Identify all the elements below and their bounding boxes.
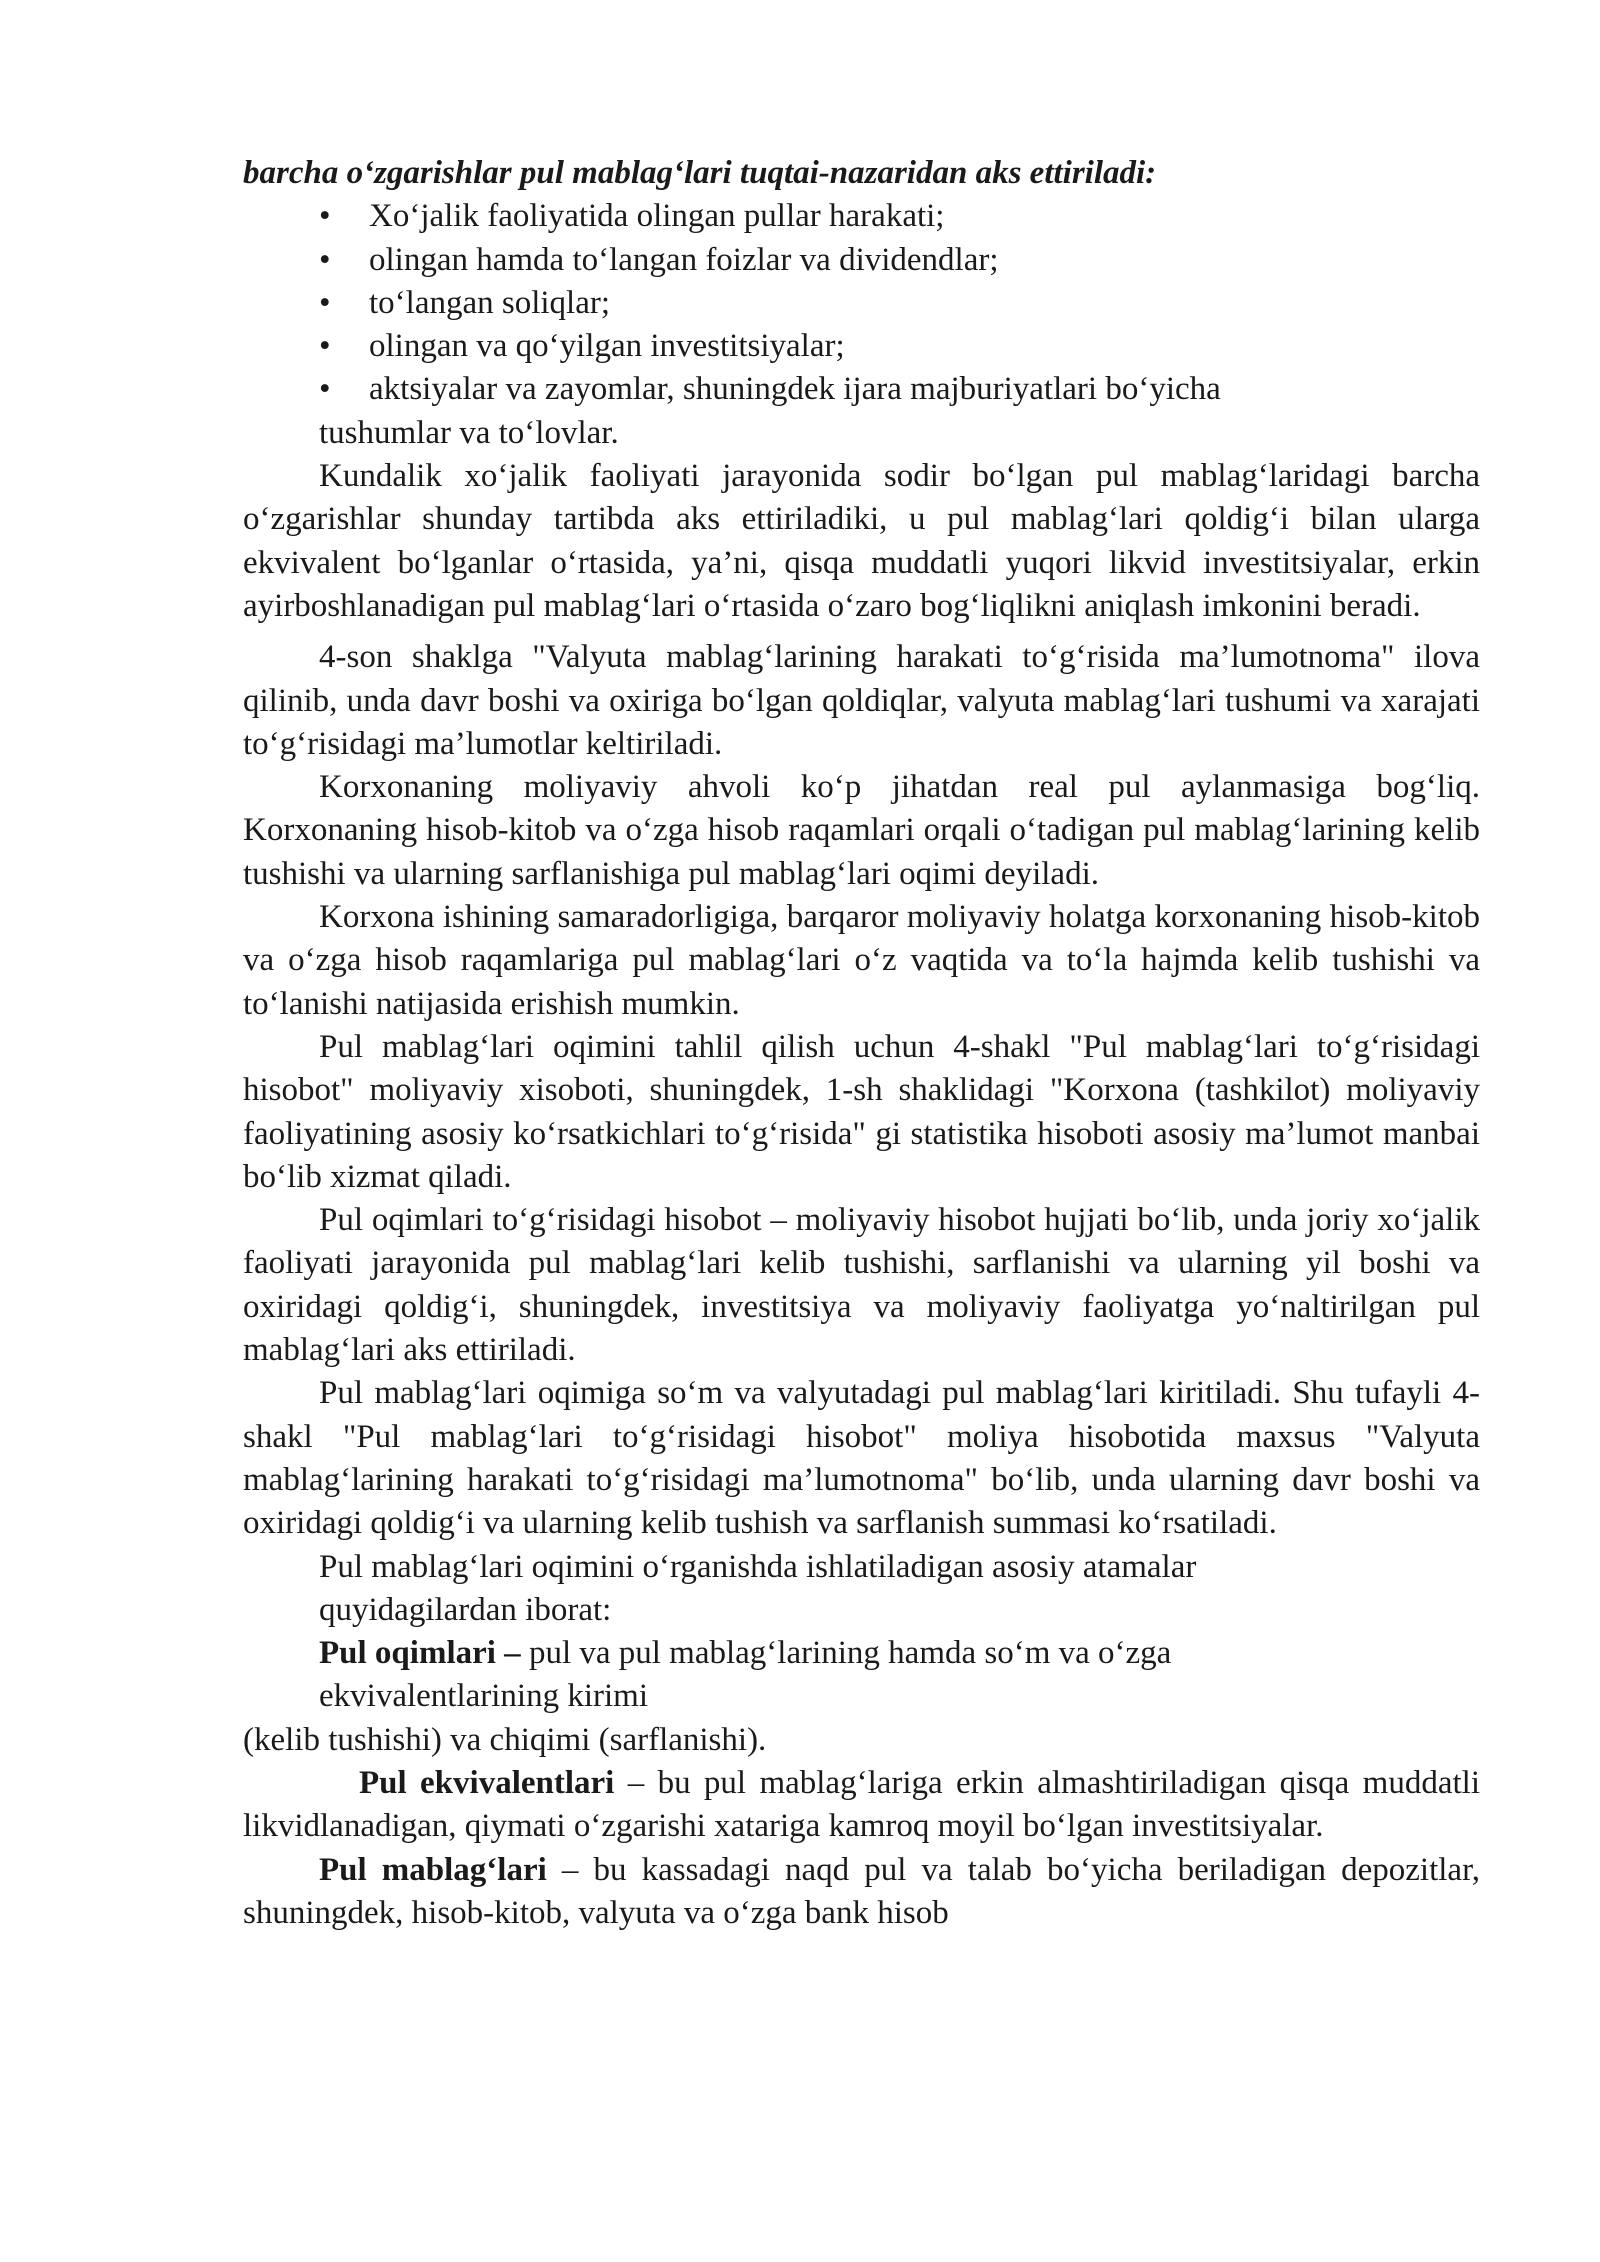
definition-text: – bu pul mablag‘lariga erkin almashtiriladigan qisqa muddatli likvidlanadigan, qiymati o‘zgarishi xatariga kamroq moyil bo‘lgan investitsiyalar. bbox=[243, 1764, 1480, 1845]
paragraph: Pul mablag‘lari oqimini tahlil qilish uchun 4-shakl "Pul mablag‘lari to‘g‘risidagi hisobot" moliyaviy xisoboti, shuningdek, 1-sh shaklidagi "Korxona (tashkilot) moliyaviy faoliyatining asosiy ko‘rsatkichlari to‘g‘risida" gi statistika hisoboti asosiy ma’lumot manbai bo‘lib xizmat qiladi. bbox=[243, 1028, 1480, 1195]
bullet-icon: • bbox=[319, 198, 331, 235]
list-item-text: Xo‘jalik faoliyatida olingan pullar harakati; bbox=[369, 198, 945, 235]
list-item-text: to‘langan soliqlar; bbox=[369, 284, 611, 321]
document-page bbox=[243, 152, 1480, 1935]
paragraph-line: Pul mablag‘lari oqimini o‘rganishda ishlatiladigan asosiy atamalar bbox=[319, 1548, 1197, 1585]
paragraph: 4-son shaklga "Valyuta mablag‘larining harakati to‘g‘risida ma’lumotnoma" ilova qilinib, unda davr boshi va oxiriga bo‘lgan qoldiqlar, valyuta mablag‘lari tushumi va xarajati to‘g‘risidagi ma’lumotlar keltiriladi. bbox=[243, 639, 1480, 762]
definition-text: pul va pul mablag‘larining hamda so‘m va o‘zga bbox=[520, 1635, 1172, 1672]
bullet-icon: • bbox=[319, 371, 331, 408]
paragraph: Pul oqimlari to‘g‘risidagi hisobot – moliyaviy hisobot hujjati bo‘lib, unda joriy xo‘jalik faoliyati jarayonida pul mablag‘lari kelib tushishi, sarflanishi va ularning yil boshi va oxiridagi qoldig‘i, shuningdek, investitsiya va moliyaviy faoliyatga yo‘naltirilgan pul mablag‘lari aks ettiriladi. bbox=[243, 1202, 1480, 1369]
paragraph: Korxona ishining samaradorligiga, barqaror moliyaviy holatga korxonaning hisob-kitob va o‘zga hisob raqamlariga pul mablag‘lari o‘z vaqtida va to‘la hajmda kelib tushishi va to‘lanishi natijasida erishish mumkin. bbox=[243, 899, 1480, 1022]
list-item bbox=[319, 282, 1480, 325]
list-item bbox=[319, 325, 1480, 368]
list-item bbox=[319, 239, 1480, 282]
paragraph bbox=[243, 1546, 1480, 1633]
paragraph: Pul mablag‘lari oqimiga so‘m va valyutadagi pul mablag‘lari kiritiladi. Shu tufayli 4-shakl "Pul mablag‘lari to‘g‘risidagi hisobot" moliya hisobotida maxsus "Valyuta mablag‘larining harakati to‘g‘risidagi ma’lumotnoma" bo‘lib, unda ularning davr boshi va oxiridagi qoldig‘i va ularning kelib tushish va sarflanish summasi ko‘rsatiladi. bbox=[243, 1375, 1480, 1542]
bullet-icon: • bbox=[319, 284, 331, 321]
list-item bbox=[319, 195, 1480, 238]
definition-line: (kelib tushishi) va chiqimi (sarflanishi). bbox=[243, 1721, 767, 1758]
bullet-icon: • bbox=[319, 328, 331, 365]
list-item-text: olingan va qo‘yilgan investitsiyalar; bbox=[369, 328, 845, 365]
definition-term: Pul mablag‘lari bbox=[319, 1851, 547, 1888]
definition-pul-ekvivalentlari bbox=[243, 1762, 1480, 1849]
definition-pul-mablaglari bbox=[243, 1849, 1480, 1936]
definition-pul-oqimlari bbox=[243, 1632, 1480, 1719]
definition-term: Pul oqimlari – bbox=[319, 1635, 521, 1672]
list-item bbox=[319, 368, 1480, 411]
paragraph: Kundalik xo‘jalik faoliyati jarayonida sodir bo‘lgan pul mablag‘laridagi barcha o‘zgarishlar shunday tartibda aks ettiriladiki, u pul mablag‘lari qoldig‘i bilan ularga ekvivalent bo‘lganlar o‘rtasida, ya’ni, qisqa muddatli yuqori likvid investitsiyalar, erkin ayirboshlanadigan pul mablag‘lari o‘rtasida o‘zaro bog‘liqlikni aniqlash imkonini beradi. bbox=[243, 458, 1480, 624]
paragraph: Korxonaning moliyaviy ahvoli ko‘p jihatdan real pul aylanmasiga bog‘liq. Korxonaning hisob-kitob va o‘zga hisob raqamlari orqali o‘tadigan pul mablag‘larining kelib tushishi va ularning sarflanishiga pul mablag‘lari oqimi deyiladi. bbox=[243, 769, 1480, 892]
definition-line: ekvivalentlarining kirimi bbox=[319, 1678, 649, 1715]
bullet-continuation: tushumlar va to‘lovlar. bbox=[319, 414, 619, 451]
list-item-text: aktsiyalar va zayomlar, shuningdek ijara majburiyatlari bo‘yicha bbox=[369, 371, 1221, 408]
bullet-icon: • bbox=[319, 241, 331, 278]
definition-text: – bu kassadagi naqd pul va talab bo‘yicha beriladigan depozitlar, shuningdek, hisob-kitob, valyuta va o‘zga bank hisob bbox=[243, 1851, 1480, 1931]
section-heading: barcha o‘zgarishlar pul mablag‘lari tuqtai-nazaridan aks ettiriladi: bbox=[243, 155, 1157, 191]
definition-line bbox=[319, 1632, 1480, 1675]
definition-term: Pul ekvivalentlari bbox=[359, 1764, 615, 1801]
paragraph-line: quyidagilardan iborat: bbox=[319, 1591, 612, 1628]
list-item-text: olingan hamda to‘langan foizlar va dividendlar; bbox=[369, 241, 999, 278]
bullet-list bbox=[243, 195, 1480, 411]
